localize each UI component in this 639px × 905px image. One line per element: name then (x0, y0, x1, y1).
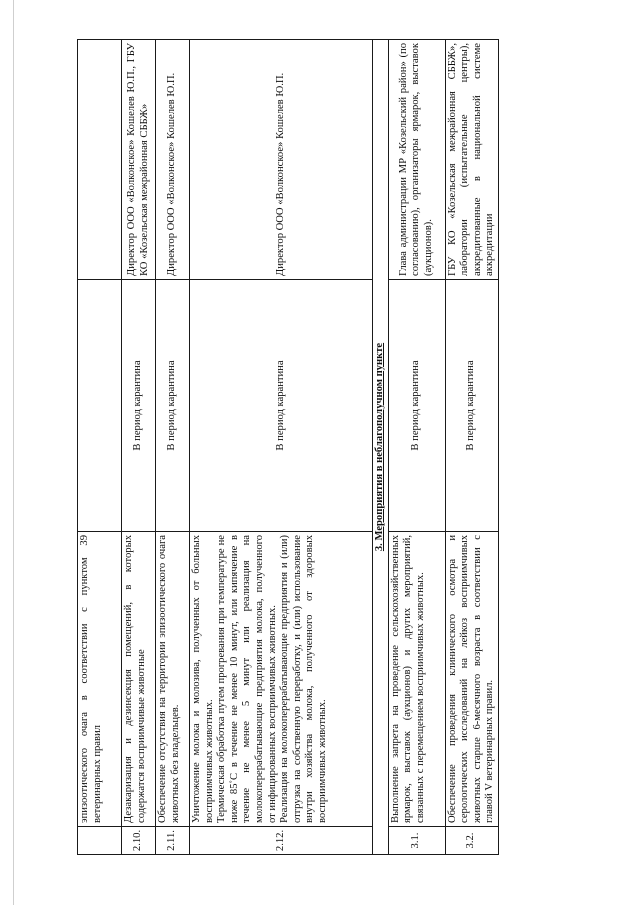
row-number: 2.11. (156, 827, 190, 855)
row-number: 2.12. (190, 827, 373, 855)
row-number: 2.10. (122, 827, 156, 855)
table-row (388, 40, 445, 855)
plan-table (77, 39, 499, 855)
row-action: Дезакаризация и дезинсекция помещений, в которых содержатся восприимчивые животные (122, 532, 156, 827)
table-row (122, 40, 156, 855)
table-row (190, 40, 373, 855)
section-title: 3. Мероприятия в неблагополучном пункте (373, 40, 389, 855)
row-responsible: Глава администрации МР «Козельский район» (по согласованию), организаторы ярмарок, выставок (аукционов). (388, 40, 445, 280)
row-action: Обеспечение проведения клинического осмотра и серологических исследований на лейкоз восприимчивых животных старше 6-месячного возраста в соответствии с главой V ветеринарных правил. (445, 532, 498, 827)
row-responsible: ГБУ КО «Козельская межрайонная СББЖ», лаборатории (испытательные центры), аккредитованные в национальной системе аккредитации (445, 40, 498, 280)
table-row (156, 40, 190, 855)
row-time: В период карантина (388, 280, 445, 532)
row-action (190, 532, 373, 827)
action-paragraph: Реализация на молокоперерабатывающие предприятия и (или) отгрузка на собственную переработку, и (или) использование внутри хозяйства молока, полученного от здоровых восприимчивых животных. (279, 535, 328, 823)
row-time: В период карантина (122, 280, 156, 532)
action-paragraph: Уничтожение молока и молозива, полученных от больных восприимчивых животных. (191, 535, 215, 823)
row-time: В период карантина (156, 280, 190, 532)
row-action: эпизоотического очага в соответствии с пунктом 39 ветеринарных правил (78, 532, 122, 827)
rotated-table-container (77, 40, 496, 855)
row-action: Выполнение запрета на проведение сельскохозяйственных ярмарок, выставок (аукционов) и других мероприятий, связанных с перемещением восприимчивых животных. (388, 532, 445, 827)
row-number (78, 827, 122, 855)
row-responsible (78, 40, 122, 280)
row-time (78, 280, 122, 532)
row-action: Обеспечение отсутствия на территории эпизоотического очага животных без владельцев. (156, 532, 190, 827)
row-time: В период карантина (190, 280, 373, 532)
row-responsible: Директор ООО «Волконское» Кошелев Ю.П., ГБУ КО «Козельская межрайонная СББЖ» (122, 40, 156, 280)
row-time: В период карантина (445, 280, 498, 532)
section-header-row (373, 40, 389, 855)
row-number: 3.2. (445, 827, 498, 855)
row-number: 3.1. (388, 827, 445, 855)
row-responsible: Директор ООО «Волконское» Кошелев Ю.П. (190, 40, 373, 280)
row-responsible: Директор ООО «Волконское» Кошелев Ю.П. (156, 40, 190, 280)
table-row (78, 40, 122, 855)
page-edge-line (13, 0, 14, 905)
action-paragraph: Термическая обработка путем прогревания при температуре не ниже 85˚С в течение не менее 10 минут, или кипячение в течение не менее 5 минут или реализация на молокоперерабатывающие предприятия молока, полученного от инфицированных восприимчивых животных. (216, 535, 278, 823)
table-row (445, 40, 498, 855)
